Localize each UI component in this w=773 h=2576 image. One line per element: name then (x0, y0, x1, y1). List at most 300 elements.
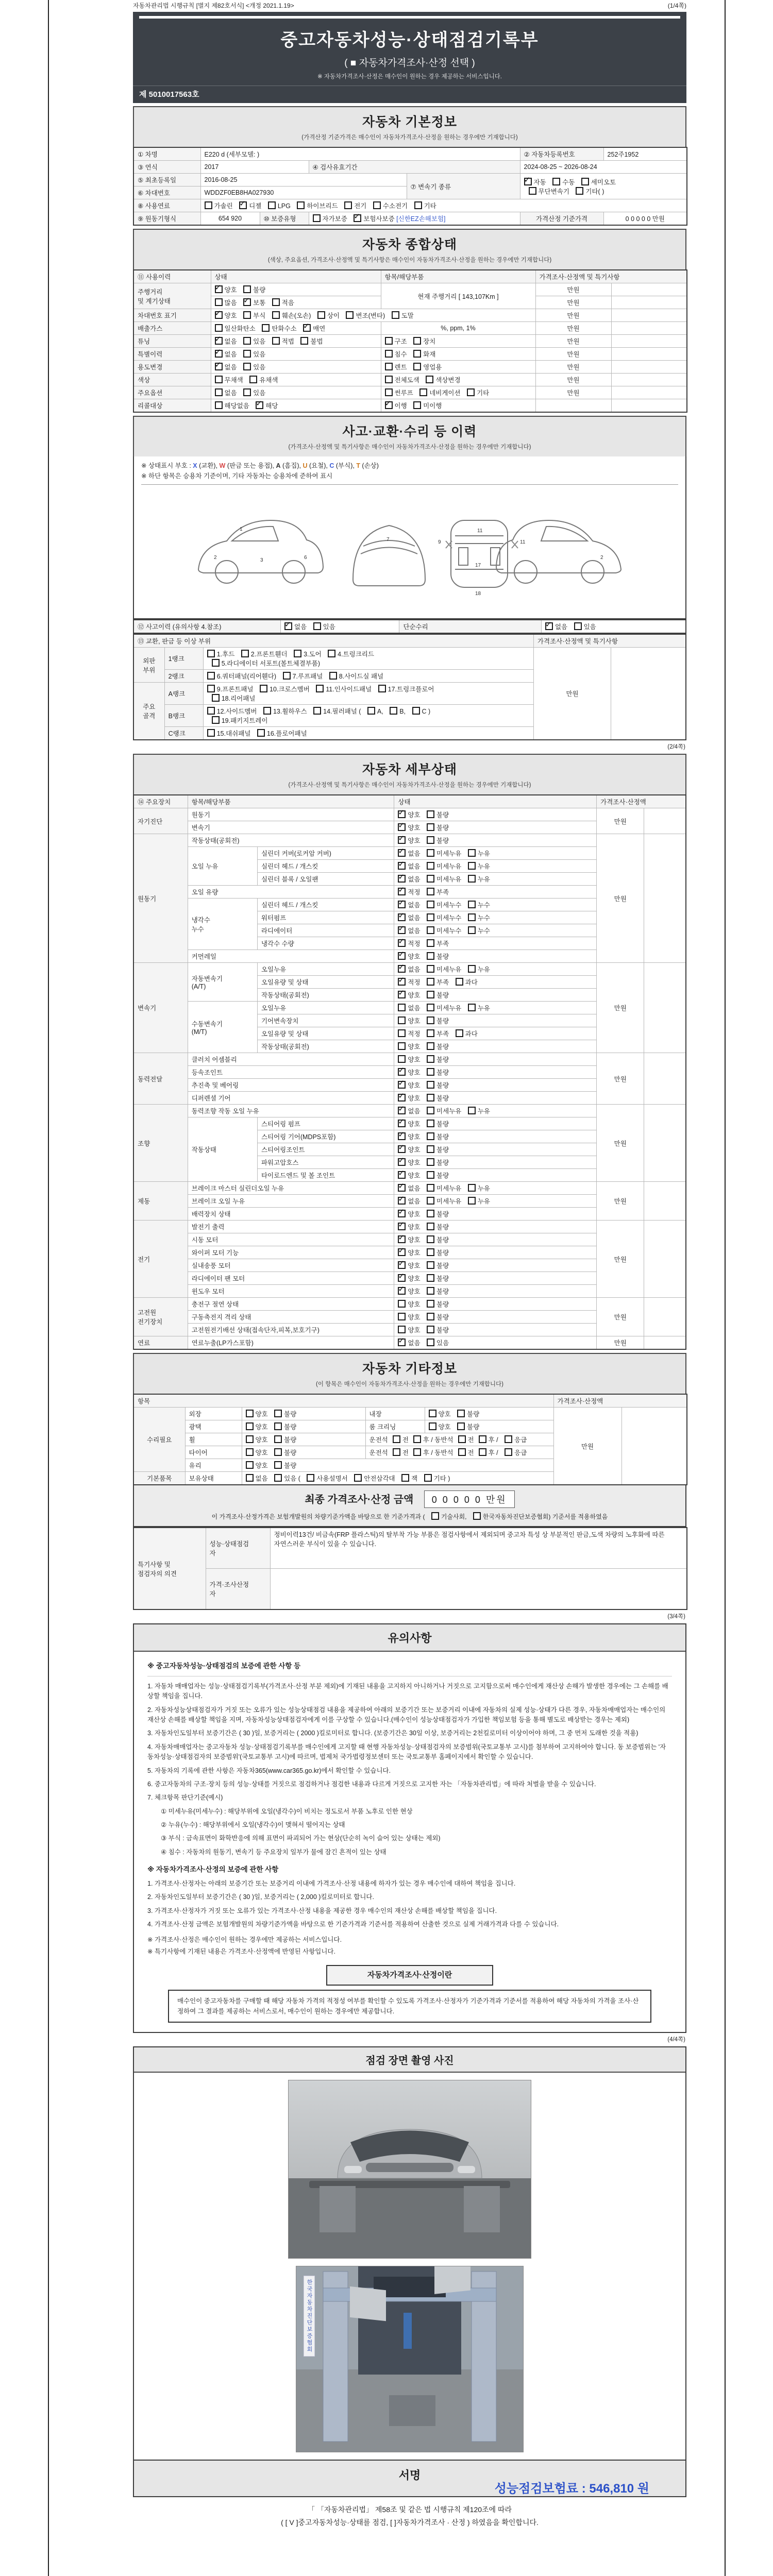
checkbox-unchecked[interactable] (272, 298, 280, 306)
checkbox-unchecked[interactable] (427, 1274, 434, 1282)
text: 기어변속장치 (261, 1018, 299, 1025)
checkbox-unchecked[interactable] (427, 901, 434, 908)
checkbox-unchecked[interactable] (241, 650, 249, 657)
checkbox-checked[interactable] (398, 1338, 406, 1346)
checkbox-unchecked[interactable] (468, 965, 476, 973)
text: 불량 (436, 837, 449, 844)
checkbox-unchecked[interactable] (243, 285, 251, 293)
checkbox-unchecked[interactable] (215, 376, 223, 383)
value-cell (257, 847, 394, 860)
checkbox-checked[interactable] (215, 350, 223, 358)
checkbox-unchecked[interactable] (427, 1261, 434, 1269)
checkbox-unchecked[interactable] (414, 201, 422, 209)
checkbox-unchecked[interactable] (581, 178, 589, 185)
checkbox-unchecked[interactable] (427, 1055, 434, 1063)
value-cell (541, 620, 686, 633)
checkbox-unchecked[interactable] (467, 388, 475, 396)
confirmation-line-2: ( [ V ]중고자동차성능·상태를 점검, [ ]자동차가격조사 · 산정 ) 하였음을 확인합니다. (281, 2518, 539, 2527)
checkbox-checked[interactable] (398, 913, 406, 921)
checkbox-unchecked[interactable] (398, 1004, 406, 1011)
checkbox-unchecked[interactable] (313, 707, 321, 715)
checkbox-unchecked[interactable] (260, 685, 267, 692)
checkbox-unchecked[interactable] (529, 187, 536, 195)
checkbox-unchecked[interactable] (263, 707, 271, 715)
checkbox-unchecked[interactable] (243, 350, 251, 358)
value-cell (257, 899, 394, 911)
checkbox-unchecked[interactable] (207, 672, 215, 680)
checkbox-checked[interactable] (398, 823, 406, 831)
checkbox-unchecked[interactable] (354, 1474, 362, 1482)
checkbox-unchecked[interactable] (427, 926, 434, 934)
checkbox-unchecked[interactable] (427, 1235, 434, 1243)
checkbox-unchecked[interactable] (427, 1197, 434, 1205)
text: 라디에이터 (261, 927, 293, 935)
text: 구동축전지 격리 상태 (191, 1314, 251, 1321)
checkbox-checked[interactable] (398, 875, 406, 883)
value-cell (188, 808, 394, 821)
checkbox-unchecked[interactable] (427, 1081, 434, 1089)
text: 있음 (436, 1340, 449, 1347)
checkbox-unchecked[interactable] (274, 1410, 282, 1417)
text: WDDZF0EB8HA027930 (204, 189, 274, 196)
text: 누유 (477, 863, 490, 870)
checkbox-unchecked[interactable] (576, 187, 583, 195)
checkbox-unchecked[interactable] (427, 1158, 434, 1166)
checkbox-unchecked[interactable] (328, 650, 335, 657)
text: 수소전기 (382, 202, 410, 210)
checkbox-unchecked[interactable] (468, 1107, 476, 1114)
checkbox-checked[interactable] (398, 1158, 406, 1166)
text: 배출가스 (138, 325, 163, 332)
value-cell (644, 808, 686, 834)
checkbox-unchecked[interactable] (427, 913, 434, 921)
checkbox-unchecked[interactable] (274, 1435, 282, 1443)
inspection-photo-front-underside (288, 2080, 531, 2259)
checkbox-unchecked[interactable] (398, 1300, 406, 1308)
value-cell (597, 1298, 644, 1336)
checkbox-unchecked[interactable] (505, 1448, 512, 1456)
section-detail-header (133, 754, 686, 794)
checkbox-checked[interactable] (398, 991, 406, 998)
checkbox-unchecked[interactable] (427, 1313, 434, 1320)
text: 1.후드 (216, 651, 237, 658)
text: 매연 (313, 325, 326, 332)
checkbox-unchecked[interactable] (294, 650, 301, 657)
value-cell (203, 683, 533, 705)
value-cell (257, 1002, 394, 1014)
text: 실린더 블록 / 오일팬 (261, 876, 318, 883)
document-subnote: ※ 자동차가격조사·산정은 매수인이 원하는 경우 제공하는 서비스입니다. (317, 74, 502, 80)
checkbox-unchecked[interactable] (212, 694, 220, 702)
checkbox-unchecked[interactable] (468, 926, 476, 934)
checkbox-checked[interactable] (545, 622, 553, 630)
checkbox-checked[interactable] (256, 401, 263, 409)
checkbox-unchecked[interactable] (427, 810, 434, 818)
value-cell (644, 1182, 686, 1221)
checkbox-unchecked[interactable] (427, 1145, 434, 1153)
checkbox-checked[interactable] (385, 401, 393, 409)
checkbox-checked[interactable] (398, 1197, 406, 1205)
table-row (133, 648, 686, 670)
checkbox-unchecked[interactable] (346, 311, 354, 319)
text: 기타 (477, 389, 490, 397)
text: 및 계기상태 (138, 297, 171, 305)
checkbox-unchecked[interactable] (344, 201, 352, 209)
checkbox-unchecked[interactable] (207, 729, 215, 737)
checkbox-unchecked[interactable] (427, 1132, 434, 1140)
checkbox-unchecked[interactable] (243, 311, 251, 319)
checkbox-unchecked[interactable] (427, 888, 434, 895)
checkbox-unchecked[interactable] (427, 991, 434, 998)
label-cell (133, 348, 211, 361)
checkbox-checked[interactable] (398, 1248, 406, 1256)
checkbox-unchecked[interactable] (313, 622, 321, 630)
checkbox-checked[interactable] (398, 965, 406, 973)
checkbox-unchecked[interactable] (283, 672, 291, 680)
text: 만원 (567, 325, 580, 332)
checkbox-unchecked[interactable] (385, 337, 393, 345)
checkbox-unchecked[interactable] (373, 201, 381, 209)
text: 자기진단 (138, 818, 163, 825)
checkbox-unchecked[interactable] (426, 376, 433, 383)
checkbox-unchecked[interactable] (427, 1016, 434, 1024)
value-cell (257, 937, 394, 950)
checkbox-unchecked[interactable] (427, 1338, 434, 1346)
checkbox-unchecked[interactable] (427, 1326, 434, 1333)
checkbox-unchecked[interactable] (413, 337, 421, 345)
checkbox-unchecked[interactable] (249, 376, 257, 383)
checkbox-unchecked[interactable] (412, 707, 420, 715)
checkbox-checked[interactable] (398, 1210, 406, 1217)
checkbox-checked[interactable] (243, 298, 251, 306)
checkbox-unchecked[interactable] (398, 1055, 406, 1063)
value-cell (394, 1079, 597, 1092)
checkbox-unchecked[interactable] (212, 659, 220, 667)
checkbox-unchecked[interactable] (385, 363, 393, 370)
checkbox-unchecked[interactable] (398, 1326, 406, 1333)
value-cell (211, 335, 381, 348)
checkbox-unchecked[interactable] (427, 952, 434, 960)
checkbox-unchecked[interactable] (427, 1004, 434, 1011)
checkbox-unchecked[interactable] (413, 363, 421, 370)
exchange-repair-table (133, 634, 686, 740)
checkbox-checked[interactable] (215, 337, 223, 345)
checkbox-unchecked[interactable] (427, 1300, 434, 1308)
checkbox-checked[interactable] (398, 1223, 406, 1230)
checkbox-checked[interactable] (398, 888, 406, 895)
checkbox-unchecked[interactable] (272, 311, 280, 319)
checkbox-unchecked[interactable] (274, 1448, 282, 1456)
text: 후 / (488, 1436, 500, 1444)
checkbox-unchecked[interactable] (393, 1435, 400, 1443)
checkbox-unchecked[interactable] (468, 901, 476, 908)
text: 자동 (533, 178, 548, 186)
text: 실내송풍 모터 (191, 1262, 231, 1269)
checkbox-unchecked[interactable] (215, 401, 223, 409)
checkbox-unchecked[interactable] (427, 978, 434, 986)
checkbox-unchecked[interactable] (456, 978, 463, 986)
text: 양호 (408, 1172, 423, 1179)
checkbox-checked[interactable] (398, 978, 406, 986)
value-cell (257, 1169, 394, 1182)
checkbox-unchecked[interactable] (207, 707, 215, 715)
text: 정비이력13건/ 비금속(FRP 플라스틱)의 탈부착 가능 부품은 점검사항에서 제외되며 중고차 특성 상 부분적인 판금,도색 차량의 노후화에 따른 자연스러운 부식이 있을 수 있습니다. (274, 1531, 665, 1548)
photos-section-title: 점검 장면 촬영 사진 (134, 2047, 685, 2073)
checkbox-unchecked[interactable] (431, 1512, 439, 1520)
checkbox-unchecked[interactable] (427, 862, 434, 870)
checkbox-unchecked[interactable] (427, 875, 434, 883)
checkbox-unchecked[interactable] (215, 324, 223, 332)
text: 불량 (436, 1133, 449, 1141)
label-cell (133, 1472, 185, 1485)
checkbox-checked[interactable] (398, 810, 406, 818)
checkbox-unchecked[interactable] (427, 1171, 434, 1179)
checkbox-unchecked[interactable] (316, 685, 324, 692)
checkbox-unchecked[interactable] (468, 1184, 476, 1192)
checkbox-unchecked[interactable] (307, 1474, 314, 1482)
checkbox-unchecked[interactable] (257, 729, 265, 737)
value-cell (365, 1420, 425, 1433)
checkbox-unchecked[interactable] (329, 672, 337, 680)
checkbox-unchecked[interactable] (243, 363, 251, 370)
table-row (133, 620, 686, 633)
checkbox-unchecked[interactable] (401, 1474, 409, 1482)
checkbox-unchecked[interactable] (215, 298, 223, 306)
checkbox-checked[interactable] (398, 1261, 406, 1269)
checkbox-unchecked[interactable] (427, 1042, 434, 1050)
checkbox-unchecked[interactable] (427, 1094, 434, 1101)
checkbox-unchecked[interactable] (385, 350, 393, 358)
checkbox-unchecked[interactable] (274, 1474, 282, 1482)
value-cell (381, 386, 535, 399)
text: 양호 (408, 1288, 423, 1295)
section-basic-info-header (133, 106, 686, 147)
checkbox-unchecked[interactable] (246, 1461, 254, 1469)
checkbox-unchecked[interactable] (262, 324, 270, 332)
checkbox-checked[interactable] (398, 1235, 406, 1243)
value-cell (621, 1408, 687, 1485)
document-number: 제 5010017563호 (133, 86, 686, 103)
checkbox-unchecked[interactable] (268, 201, 276, 209)
checkbox-unchecked[interactable] (419, 388, 427, 396)
checkbox-unchecked[interactable] (398, 1029, 406, 1037)
text: 적정 (408, 1030, 423, 1038)
checkbox-unchecked[interactable] (427, 939, 434, 947)
checkbox-checked[interactable] (215, 311, 223, 319)
checkbox-checked[interactable] (398, 1120, 406, 1127)
checkbox-unchecked[interactable] (552, 178, 560, 185)
checkbox-unchecked[interactable] (413, 1435, 421, 1443)
checkbox-checked[interactable] (398, 926, 406, 934)
checkbox-checked[interactable] (398, 1068, 406, 1076)
text: 미세누유 (436, 1185, 463, 1192)
checkbox-unchecked[interactable] (274, 1422, 282, 1430)
checkbox-checked[interactable] (398, 1132, 406, 1140)
text: 불량 (284, 1462, 297, 1469)
text: 해당 (265, 402, 278, 410)
checkbox-unchecked[interactable] (427, 1210, 434, 1217)
checkbox-checked[interactable] (398, 1094, 406, 1101)
checkbox-checked[interactable] (398, 1145, 406, 1153)
table-row (133, 270, 687, 283)
checkbox-unchecked[interactable] (246, 1410, 254, 1417)
value-cell (394, 1105, 597, 1117)
checkbox-checked[interactable] (398, 836, 406, 844)
checkbox-unchecked[interactable] (398, 1042, 406, 1050)
checkbox-unchecked[interactable] (457, 1422, 465, 1430)
checkbox-unchecked[interactable] (479, 1435, 486, 1443)
checkbox-unchecked[interactable] (479, 1448, 486, 1456)
checkbox-checked[interactable] (398, 1081, 406, 1089)
checkbox-unchecked[interactable] (413, 1448, 421, 1456)
checkbox-unchecked[interactable] (427, 1223, 434, 1230)
checkbox-unchecked[interactable] (393, 1448, 400, 1456)
text: 적법 (281, 338, 296, 345)
checkbox-unchecked[interactable] (427, 965, 434, 973)
text: 양호 (408, 1275, 423, 1282)
opinion-table-el (133, 1527, 687, 1610)
checkbox-unchecked[interactable] (429, 1410, 436, 1417)
text: 특별이력 (138, 351, 163, 358)
checkbox-unchecked[interactable] (457, 1410, 465, 1417)
checkbox-unchecked[interactable] (243, 337, 251, 345)
checkbox-checked[interactable] (398, 849, 406, 857)
checkbox-unchecked[interactable] (246, 1448, 254, 1456)
checkbox-checked[interactable] (524, 178, 532, 185)
text: 양호 (438, 1411, 453, 1418)
checkbox-unchecked[interactable] (297, 201, 305, 209)
label-cell (133, 386, 211, 399)
checkbox-unchecked[interactable] (468, 849, 476, 857)
checkbox-checked[interactable] (398, 901, 406, 908)
checkbox-unchecked[interactable] (385, 388, 393, 396)
checkbox-unchecked[interactable] (398, 1313, 406, 1320)
text: 불량 (284, 1449, 297, 1456)
table-row (133, 1336, 686, 1350)
text: 불량 (436, 1159, 449, 1166)
checkbox-checked[interactable] (303, 324, 311, 332)
checkbox-unchecked[interactable] (456, 1029, 463, 1037)
checkbox-unchecked[interactable] (468, 862, 476, 870)
checkbox-unchecked[interactable] (574, 622, 582, 630)
checkbox-unchecked[interactable] (317, 311, 325, 319)
text: 썬루프 (394, 389, 415, 397)
checkbox-unchecked[interactable] (427, 849, 434, 857)
checkbox-checked[interactable] (354, 214, 361, 222)
checkbox-unchecked[interactable] (468, 1197, 476, 1205)
checkbox-unchecked[interactable] (398, 1016, 406, 1024)
checkbox-checked[interactable] (398, 939, 406, 947)
checkbox-unchecked[interactable] (246, 1474, 254, 1482)
checkbox-unchecked[interactable] (367, 707, 375, 715)
checkbox-unchecked[interactable] (468, 1004, 476, 1011)
checkbox-unchecked[interactable] (429, 1422, 436, 1430)
checkbox-unchecked[interactable] (427, 1184, 434, 1192)
checkbox-unchecked[interactable] (427, 1107, 434, 1114)
checkbox-unchecked[interactable] (424, 1474, 432, 1482)
checkbox-checked[interactable] (398, 1274, 406, 1282)
text: 시동 모터 (191, 1236, 219, 1244)
value-cell (603, 147, 687, 161)
checkbox-checked[interactable] (239, 201, 247, 209)
checkbox-unchecked[interactable] (427, 1287, 434, 1295)
checkbox-unchecked[interactable] (427, 1068, 434, 1076)
checkbox-unchecked[interactable] (385, 376, 393, 383)
value-cell (535, 296, 611, 309)
text: 제동 (138, 1198, 150, 1205)
label-cell (133, 1182, 188, 1221)
section-comprehensive-header (133, 229, 686, 269)
checkbox-checked[interactable] (215, 285, 223, 293)
checkbox-unchecked[interactable] (427, 1248, 434, 1256)
checkbox-unchecked[interactable] (413, 350, 421, 358)
checkbox-unchecked[interactable] (205, 201, 212, 209)
checkbox-checked[interactable] (398, 1107, 406, 1114)
checkbox-unchecked[interactable] (207, 685, 215, 692)
table-row (133, 212, 687, 226)
text: 스티어링조인트 (261, 1146, 305, 1154)
checkbox-unchecked[interactable] (246, 1435, 254, 1443)
checkbox-unchecked[interactable] (427, 823, 434, 831)
checkbox-unchecked[interactable] (505, 1435, 512, 1443)
car-damage-diagram (141, 484, 678, 618)
text: 10.크로스멤버 (270, 686, 312, 693)
checkbox-checked[interactable] (398, 862, 406, 870)
value-cell (381, 348, 535, 361)
checkbox-unchecked[interactable] (413, 401, 421, 409)
notice-item: 4. 자동차매매업자는 중고자동차 성능·상태점검기록부를 매수인에게 고지할 때 현행 자동차성능·상태점검자의 보증범위(국토교통부 고시)를 첨부하여 고지하여야 합니다. 동 보증범위는 '자동차성능·상태점검자의 보증범위'(국토교통부 고시)에 따르며, 법제처 국가법령정보센터 또는 국토교통부 홈페이지에서 확인할 수 있습니다. (147, 1743, 666, 1761)
checkbox-unchecked[interactable] (468, 875, 476, 883)
checkbox-unchecked[interactable] (300, 337, 308, 345)
diagram-part-number: 11 (477, 528, 483, 534)
text: 가솔린 (214, 202, 235, 210)
checkbox-unchecked[interactable] (274, 1461, 282, 1469)
checkbox-unchecked[interactable] (212, 716, 220, 724)
checkbox-checked[interactable] (398, 1287, 406, 1295)
checkbox-unchecked[interactable] (215, 388, 223, 396)
checkbox-unchecked[interactable] (427, 1029, 434, 1037)
checkbox-unchecked[interactable] (392, 311, 399, 319)
text: 과다 (465, 1030, 478, 1038)
checkbox-unchecked[interactable] (427, 836, 434, 844)
text: ⑤ 최초등록일 (138, 177, 177, 184)
checkbox-checked[interactable] (398, 1171, 406, 1179)
checkbox-unchecked[interactable] (458, 1435, 466, 1443)
checkbox-unchecked[interactable] (313, 214, 321, 222)
table-row (133, 963, 686, 976)
checkbox-unchecked[interactable] (390, 707, 397, 715)
checkbox-unchecked[interactable] (246, 1422, 254, 1430)
checkbox-checked[interactable] (215, 363, 223, 370)
checkbox-unchecked[interactable] (427, 1120, 434, 1127)
checkbox-checked[interactable] (398, 1184, 406, 1192)
value-cell (185, 1408, 242, 1420)
checkbox-unchecked[interactable] (473, 1512, 481, 1520)
checkbox-unchecked[interactable] (272, 337, 280, 345)
text: 미세누유 (436, 1198, 463, 1205)
checkbox-checked[interactable] (284, 622, 292, 630)
checkbox-unchecked[interactable] (468, 913, 476, 921)
text: 없음 (255, 1475, 270, 1482)
checkbox-checked[interactable] (398, 952, 406, 960)
text: 양호 (255, 1462, 270, 1469)
text: 전기 (138, 1256, 150, 1263)
text: 없음 (408, 863, 423, 870)
checkbox-unchecked[interactable] (458, 1448, 466, 1456)
checkbox-unchecked[interactable] (207, 650, 215, 657)
checkbox-unchecked[interactable] (243, 388, 251, 396)
checkbox-unchecked[interactable] (378, 685, 386, 692)
